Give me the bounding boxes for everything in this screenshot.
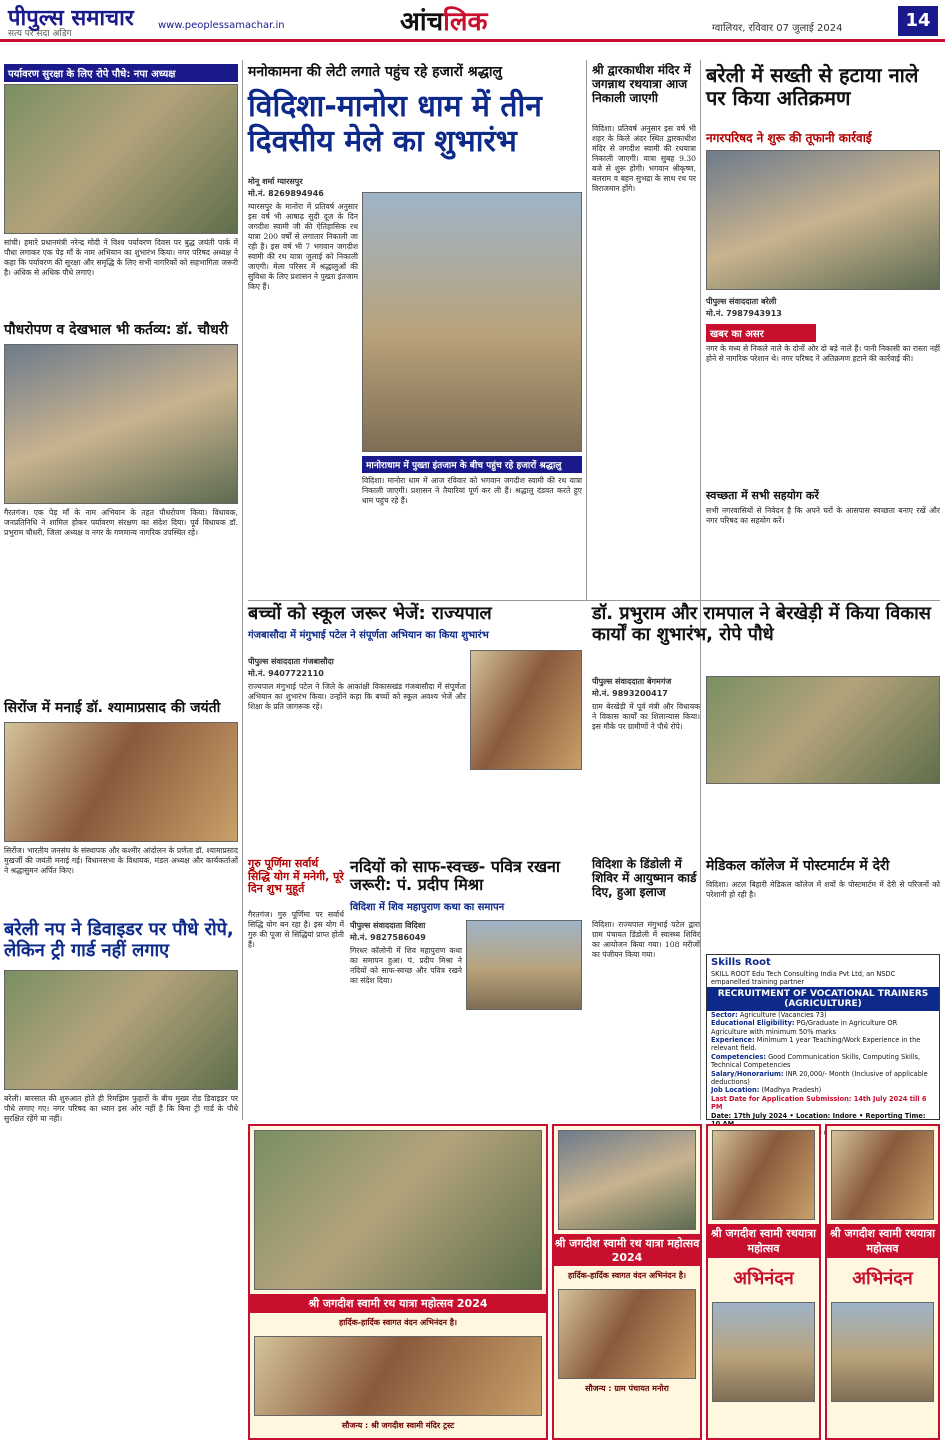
story-body: विदिशा। प्रतिवर्ष अनुसार इस वर्ष भी शहर के किले अंदर स्थित द्वारकाधीश मंदिर से जगदीश स्वामी की रथयात्रा निकाली जाएगी। यात्रा सुबह 9.30 बजे से शुरू होगी। भगवान श्रीकृष्ण, बलराम व बहन सुभद्रा के साथ रथ पर विराजमान होंगे।	[592, 124, 696, 193]
ad-row: Competencies: Good Communication Skills, Computing Skills, Technical Competencies	[711, 1052, 921, 1070]
story-body: विदिशा। अटल बिहारी मेडिकल कॉलेज में शवों के पोस्टमार्टम में देरी से परिजनों को परेशानी हो रही है।	[706, 880, 940, 899]
ad-portraits	[558, 1130, 696, 1230]
story-photo	[4, 722, 238, 842]
ad-row: Salary/Honorarium: INR 20,000/- Month (Inclusive of applicable deductions)	[711, 1069, 928, 1087]
story-body: नगर के मध्य से निकले नाले के दोनों ओर दो बड़े नाले हैं। पानी निकासी का रास्ता नहीं होने से नागरिक परेशान थे। नगर परिषद ने अतिक्रमण हटाने की कार्रवाई की।	[706, 344, 940, 363]
story-body: सांची। हमारे प्रधानमंत्री नरेन्द्र मोदी ने विश्व पर्यावरण दिवस पर बुद्ध जयंती पार्क में पौधा लगाकर एक पेड़ माँ के नाम अभियान का शुभारंभ किया। नगर परिषद अध्यक्ष ने कहा कि पर्यावरण की सुरक्षा और समृद्धि के लिए सभी नागरिकों को सहभागिता जरूरी है। अधिक से अधिक पौधे लगाएं।	[4, 238, 238, 277]
story-headline: सिरोंज में मनाई डॉ. श्यामाप्रसाद की जयंती	[4, 700, 221, 716]
ad-subtitle: हार्दिक-हार्दिक स्वागत वंदन अभिनंदन है।	[338, 1318, 458, 1327]
logo-tagline: सत्य पर सदा अडिग	[8, 29, 72, 39]
lead-photo	[362, 192, 582, 452]
greeting-ad	[825, 1124, 940, 1440]
ad-subtitle: हार्दिक-हार्दिक स्वागत वंदन अभिनंदन है।	[567, 1271, 687, 1280]
ad-subtitle: अभिनंदन	[733, 1268, 794, 1289]
impact-tag: खबर का असर	[706, 324, 816, 342]
story-body: राज्यपाल मंगुभाई पटेल ने जिले के आकांक्षी विकासखंड गंजबासौदा में संपूर्णता अभियान का शुभारंभ किया। उन्होंने कहा कि बच्चों को स्कूल अवश्य भेजें और शिक्षा के प्रति जागरूक रहें।	[248, 682, 466, 711]
greeting-ad	[706, 1124, 821, 1440]
ad-title: RECRUITMENT OF VOCATIONAL TRAINERS (AGRICULTURE)	[707, 987, 939, 1011]
ad-title: श्री जगदीश स्वामी रथयात्रा महोत्सव	[708, 1224, 819, 1258]
ad-portraits	[254, 1130, 542, 1290]
byline: पीपुल्स संवाददाता विदिशा	[350, 921, 426, 930]
recruitment-ad	[706, 954, 940, 1120]
dateline: ग्वालियर, रविवार 07 जुलाई 2024	[712, 23, 843, 34]
story-kicker: मनोकामना की लेटी लगाते पहुंच रहे हजारों श्रद्धालु	[248, 64, 503, 80]
story-headline: पर्यावरण सुरक्षा के लिए रोपे पौधे: नपा अध्यक्ष	[4, 64, 238, 82]
story-headline: गुरु पूर्णिमा सर्वार्थ सिद्धि योग में मनेगी, पूरे दिन शुभ मुहूर्त	[248, 857, 344, 896]
story-body: गैरतगंज। गुरु पूर्णिमा पर सर्वार्थ सिद्धि योग बन रहा है। इस योग में गुरु की पूजा से सिद्धियां प्राप्त होती हैं।	[248, 910, 344, 949]
story-photo	[706, 150, 940, 290]
story-body: गिरधर कॉलोनी में शिव महापुराण कथा का समापन हुआ। पं. प्रदीप मिश्रा ने नदियों को साफ-स्वच्छ और पवित्र रखने का संदेश दिया।	[350, 946, 462, 985]
ad-portraits	[831, 1302, 934, 1402]
page-number: 14	[898, 6, 938, 36]
ad-row: Experience: Minimum 1 year Teaching/Work Experience in the relevant field.	[711, 1036, 921, 1053]
column-divider	[242, 60, 243, 1120]
ad-portraits	[712, 1302, 815, 1402]
box-headline: स्वच्छता में सभी सहयोग करें	[706, 489, 819, 502]
story-subhead: नगरपरिषद ने शुरू की तूफानी कार्रवाई	[706, 131, 872, 145]
story-photo	[706, 676, 940, 784]
story-headline: बरेली में सख्ती से हटाया नाले पर किया अतिक्रमण	[706, 63, 919, 110]
column-divider	[700, 60, 701, 1120]
newspaper-logo: पीपुल्स समाचार	[8, 5, 134, 31]
ad-brand: Skills Root	[711, 957, 771, 968]
greeting-ad	[552, 1124, 702, 1440]
story-headline: पौधरोपण व देखभाल भी कर्तव्य: डॉ. चौधरी	[4, 322, 229, 338]
byline: मोनू शर्मा ग्यारसपुर	[248, 177, 303, 186]
story-headline: नदियों को साफ-स्वच्छ- पवित्र रखना जरूरी: पं. प्रदीप मिश्रा	[350, 857, 561, 895]
story-photo	[4, 84, 238, 234]
ad-image	[254, 1336, 542, 1416]
story-body: विदिशा। राज्यपाल मंगुभाई पटेल द्वारा ग्राम पंचायत डिंडोली में स्वास्थ्य शिविर का आयोजन किया गया। 108 मरीजों का पंजीयन किया गया।	[592, 920, 700, 959]
byline-phone: मो.नं. 8269894946	[248, 189, 324, 198]
lead-headline: विदिशा-मानोरा धाम में तीन दिवसीय मेले का शुभारंभ	[248, 89, 542, 159]
byline-phone: मो.नं. 7987943913	[706, 309, 782, 318]
byline: पीपुल्स संवाददाता बरेली	[706, 297, 777, 306]
byline-phone: मो.नं. 9827586049	[350, 933, 426, 942]
story-body: ग्राम बेरखेड़ी में पूर्व मंत्री और विधायक ने विकास कार्यों का शिलान्यास किया। इस मौके पर ग्रामीणों ने पौधे रोपे।	[592, 702, 700, 731]
section-divider	[248, 600, 940, 601]
ad-interview: Date: 17th July 2024 • Location: Indore • Reporting Time:	[711, 1111, 926, 1120]
story-body: विदिशा। मानोरा धाम में आज रविवार को भगवान जगदीश स्वामी की रथ यात्रा निकाली जाएगी। प्रशासन ने तैयारियां पूर्ण कर ली हैं। श्रद्धालु दंडवत करते हुए धाम पहुंच रहे हैं।	[362, 476, 582, 505]
byline: पीपुल्स संवाददाता बेगमगंज	[592, 677, 672, 686]
box-body: सभी नगरवासियों से निवेदन है कि अपने घरों के आसपास स्वच्छता बनाए रखें और नगर परिषद का सहयोग करें।	[706, 506, 940, 525]
byline-phone: मो.नं. 9893200417	[592, 689, 668, 698]
ad-footer: सौजन्य : श्री जगदीश स्वामी मंदिर ट्रस्ट	[341, 1421, 455, 1430]
ad-subtitle: अभिनंदन	[852, 1268, 913, 1289]
story-photo	[4, 970, 238, 1090]
ad-footer: सौजन्य : ग्राम पंचायत मनोरा	[585, 1384, 669, 1393]
ad-title: श्री जगदीश स्वामी रथ यात्रा महोत्सव 2024	[250, 1294, 546, 1313]
byline: पीपुल्स संवाददाता गंजबासौदा	[248, 657, 334, 666]
greeting-ad	[248, 1124, 548, 1440]
story-photo	[470, 650, 582, 770]
story-photo	[466, 920, 582, 1010]
story-photo	[4, 344, 238, 504]
photo-caption: मानोराधाम में पुख्ता इंतजाम के बीच पहुंच रहे हजारों श्रद्धालु	[362, 456, 582, 473]
ad-title: श्री जगदीश स्वामी रथ यात्रा महोत्सव 2024	[554, 1234, 700, 1266]
story-body: बरेली। बारसात की शुरुआत होते ही रिमझिम फुहारों के बीच मुख्य रोड डिवाइडर पर पौधे लगाए गए। नगर परिषद का ध्यान इस ओर नहीं है कि बिना ट्री गार्ड के पौधे सुरक्षित रहेंगे या नहीं।	[4, 1094, 238, 1123]
story-body: गैरतगंज। एक पेड़ माँ के नाम अभियान के तहत पौधरोपण किया। विधायक, जनप्रतिनिधि ने शामिल होकर पर्यावरण संरक्षण का संदेश दिया। पूर्व विधायक डॉ. प्रभुराम चौधरी, जिला अध्यक्ष व नगर के गणमान्य नागरिक उपस्थित रहे।	[4, 508, 238, 537]
ad-row: Sector: Agriculture (Vacancies 73)	[711, 1010, 827, 1019]
story-subhead: विदिशा में शिव महापुराण कथा का समापन	[350, 902, 505, 913]
ad-row: Job Location: (Madhya Pradesh)	[711, 1086, 822, 1095]
story-body: सिरोंज। भारतीय जनसंघ के संस्थापक और कश्मीर आंदोलन के प्रणेता डॉ. श्यामाप्रसाद मुखर्जी की जयंती मनाई गई। विधानसभा के विधायक, मंडल अध्यक्ष और कार्यकर्ताओं ने श्रद्धासुमन अर्पित किए।	[4, 846, 238, 875]
story-body: ग्यारसपुर के मानोरा में प्रतिवर्ष अनुसार इस वर्ष भी आषाढ़ सुदी दूज के दिन जगदीश स्वामी जी की ऐतिहासिक रथ यात्रा 200 वर्षों से लगातार निकाली जा रही है। इस वर्ष भी 7 भगवान जगदीश स्वामी की रथ यात्रा जुलाई को निकाली जाएगी। मेला परिसर में श्रद्धालुओं की सुविधा के लिए प्रशासन ने पुख्ता इंतजाम किए हैं।	[248, 202, 358, 291]
story-headline: श्री द्वारकाधीश मंदिर में जगन्नाथ रथयात्रा आज निकाली जाएगी	[592, 63, 691, 105]
ad-row: Educational Eligibility: PG/Graduate in Agriculture OR Agriculture with minimum 50% marks	[711, 1019, 898, 1036]
column-divider	[586, 60, 587, 600]
story-headline: विदिशा के डिंडोली में शिविर में आयुष्मान कार्ड दिए, हुआ इलाज	[592, 857, 697, 899]
section-title: आंचलिक	[400, 7, 488, 37]
byline-phone: मो.नं. 9407722110	[248, 669, 324, 678]
ad-company: SKILL ROOT Edu Tech Consulting India Pvt Ltd, an NSDC empanelled training partner	[711, 970, 896, 987]
story-subhead: गंजबासौदा में मंगुभाई पटेल ने संपूर्णता अभियान का किया शुभारंभ	[248, 630, 489, 641]
ad-deadline: Last Date for Application Submission: 14th July 2024 till 6 PM	[711, 1094, 927, 1112]
ad-image	[558, 1289, 696, 1379]
story-headline: बच्चों को स्कूल जरूर भेजें: राज्यपाल	[248, 603, 492, 624]
story-headline: मेडिकल कॉलेज में पोस्टमार्टम में देरी	[706, 858, 890, 874]
website-link[interactable]: www.peoplessamachar.in	[158, 20, 285, 31]
ad-image	[712, 1130, 815, 1220]
story-headline: बरेली नप ने डिवाइडर पर पौधे रोपे, लेकिन ट्री गार्ड नहीं लगाए	[4, 919, 234, 961]
ad-title: श्री जगदीश स्वामी रथयात्रा महोत्सव	[827, 1224, 938, 1258]
story-headline: डॉ. प्रभुराम और रामपाल ने बेरखेड़ी में किया विकास कार्यों का शुभारंभ, रोपे पौधे	[592, 603, 931, 645]
ad-image	[831, 1130, 934, 1220]
